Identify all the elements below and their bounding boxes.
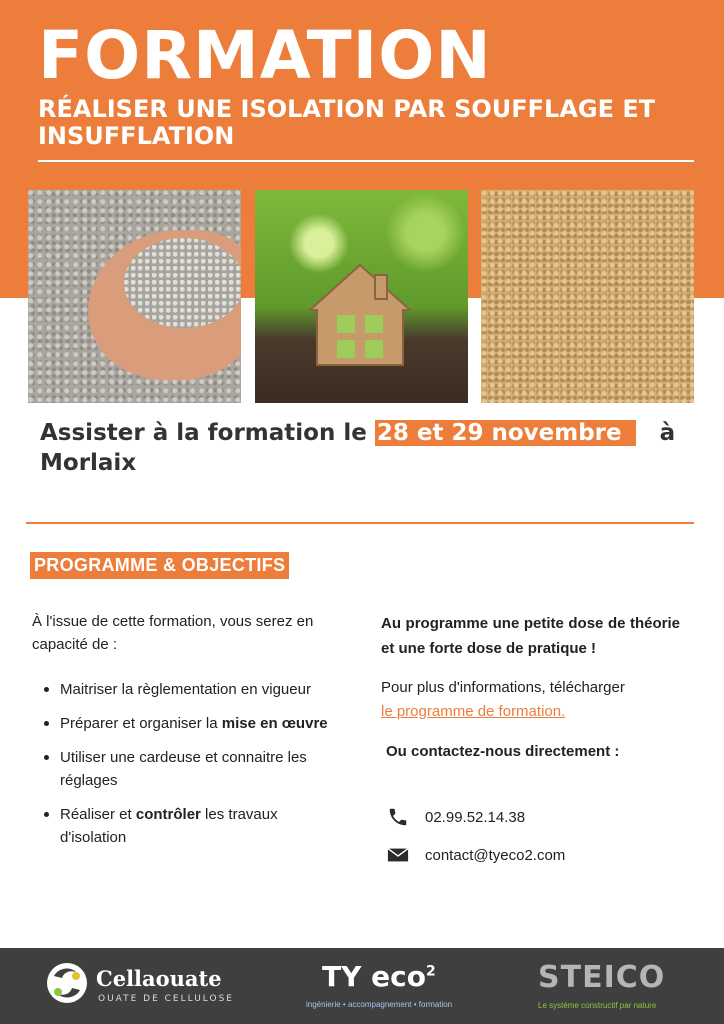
envelope-icon (386, 844, 410, 866)
objective-item (32, 746, 342, 792)
email-address: contact@tyeco2.com (425, 846, 566, 864)
event-dates: 28 et 29 novembre (375, 420, 636, 446)
cellaouate-logo-tagline: OUATE DE CELLULOSE (98, 994, 234, 1004)
email-contact[interactable] (386, 844, 565, 866)
wooden-house-photo (255, 190, 468, 403)
program-column (381, 611, 680, 764)
info-text (381, 676, 680, 724)
phone-number: 02.99.52.14.38 (425, 808, 526, 826)
info-label: Pour plus d'informations, télécharger (381, 679, 625, 696)
objective-item (32, 712, 342, 735)
tyeco-logo-tagline: ingénierie • accompagnement • formation (306, 1000, 453, 1009)
event-details (40, 418, 700, 478)
section-divider (26, 522, 694, 524)
cellaouate-logo-name: Cellaouate (96, 966, 222, 991)
partner-footer (0, 948, 724, 1024)
contact-heading: Ou contactez-nous directement : (386, 743, 620, 760)
objectives-list (32, 678, 342, 849)
tyeco-logo-name (322, 960, 436, 993)
objective-text: Utiliser une cardeuse et connaitre les réglages (60, 749, 307, 789)
header-divider (38, 160, 694, 162)
objective-text: Préparer et organiser la (60, 715, 222, 732)
house-icon (305, 260, 415, 370)
event-connector: à (659, 420, 676, 446)
objective-text: Réaliser et (60, 806, 136, 823)
page-subtitle: RÉALISER UNE ISOLATION PAR SOUFFLAGE ET INSUFFLATION (38, 95, 656, 150)
program-note: Au programme une petite dose de théorie et une forte dose de pratique ! (381, 615, 680, 657)
cellaouate-logo-icon (46, 962, 88, 1004)
event-prefix: Assister à la formation le (40, 420, 367, 446)
section-heading: PROGRAMME & OBJECTIFS (30, 552, 289, 579)
objective-item (32, 678, 342, 701)
phone-icon (386, 806, 410, 828)
wood-fiber-photo (481, 190, 694, 403)
cellulose-hands-photo (28, 190, 241, 403)
objective-emphasis: contrôler (135, 806, 201, 823)
phone-contact[interactable] (386, 806, 525, 828)
cellulose-fluff-shape (124, 238, 241, 328)
objective-item (32, 803, 342, 849)
program-download-link[interactable]: le programme de formation. (381, 703, 566, 720)
objective-emphasis: mise en œuvre (221, 715, 328, 732)
tyeco-logo-word: eco (371, 960, 426, 993)
objective-text: les travaux d'isolation (60, 806, 278, 846)
objectives-column (32, 610, 342, 860)
steico-logo-tagline: Le système constructif par nature (538, 1001, 657, 1010)
steico-logo-name: STEICO (538, 960, 666, 995)
tyeco-logo-prefix: TY (322, 960, 362, 993)
objective-text: Maitriser la règlementation en vigueur (60, 681, 311, 698)
tyeco-logo-superscript: 2 (425, 963, 436, 980)
objectives-intro: À l'issue de cette formation, vous serez en capacité de : (32, 613, 314, 653)
page-title: FORMATION (38, 17, 492, 94)
event-city: Morlaix (40, 450, 137, 476)
